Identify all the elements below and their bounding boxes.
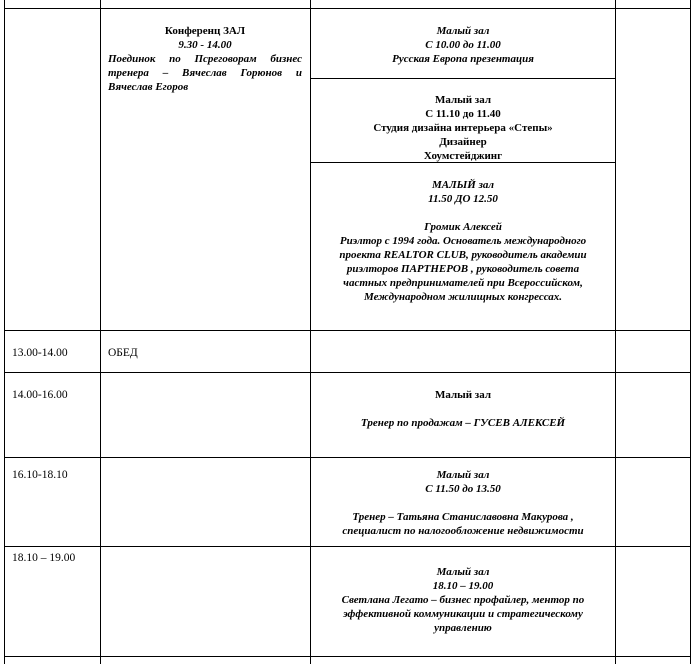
row-1810-desc: эффективной коммуникации и стратегическому <box>343 608 583 620</box>
slot-3-time: 11.50 ДО 12.50 <box>428 193 498 205</box>
conference-hall-title: Конференц ЗАЛ <box>164 25 246 37</box>
grid-line <box>4 372 691 373</box>
small-hall-slot-3 <box>314 178 612 304</box>
grid-line <box>4 8 691 9</box>
row-1610-session <box>314 468 612 538</box>
slot-3-bio-line: Риэлтор с 1994 года. Основатель международного <box>339 235 587 247</box>
grid-line <box>615 0 616 664</box>
slot-3-bio-line: риэлторов ПАРТНЕРОВ , руководитель совета <box>346 263 580 275</box>
row-1610-desc: специалист по налогообложение недвижимости <box>342 525 584 537</box>
grid-line <box>4 656 691 657</box>
small-hall-slot-1 <box>314 24 612 66</box>
grid-line <box>100 0 101 664</box>
grid-line <box>310 0 311 664</box>
grid-line <box>4 0 5 664</box>
row-1610-slot: С 11.50 до 13.50 <box>425 483 501 495</box>
slot-1-title: Русская Европа презентация <box>392 53 534 65</box>
grid-line <box>690 0 691 664</box>
conference-hall-block <box>108 24 302 94</box>
row-1610-time: 16.10-18.10 <box>12 469 68 481</box>
row-1810-desc: управлению <box>434 622 492 634</box>
row-1400-time: 14.00-16.00 <box>12 389 68 401</box>
slot-2-hall: Малый зал <box>434 94 491 106</box>
slot-3-hall: МАЛЫЙ зал <box>431 179 495 191</box>
slot-1-time: С 10.00 до 11.00 <box>425 39 501 51</box>
slot-3-bio-line: Международном жилищных конгрессах. <box>363 291 563 303</box>
slot-2-title: Студия дизайна интерьера «Степы» <box>373 122 553 134</box>
grid-line <box>310 78 616 79</box>
small-hall-slot-2 <box>314 93 612 163</box>
slot-2-line3: Хоумстейджинг <box>423 150 503 162</box>
grid-line <box>4 546 691 547</box>
row-1400-session <box>314 388 612 430</box>
row-1810-session <box>314 565 612 635</box>
row-1810-slot: 18.10 – 19.00 <box>432 580 494 592</box>
slot-1-hall: Малый зал <box>436 25 490 37</box>
row-1810-time: 18.10 – 19.00 <box>12 552 76 564</box>
row-1810-desc: Светлана Легато – бизнес профайлер, ментор по <box>341 594 585 606</box>
slot-2-time: С 11.10 до 11.40 <box>425 108 501 120</box>
lunch-label: ОБЕД <box>108 347 138 359</box>
grid-line <box>4 457 691 458</box>
row-1610-hall: Малый зал <box>436 469 490 481</box>
conference-hall-time: 9.30 - 14.00 <box>178 39 232 51</box>
slot-3-bio-line: проекта REALTOR CLUB, руководитель академии <box>339 249 587 261</box>
slot-3-bio-line: частных предпринимателей при Всероссийском, <box>343 277 583 289</box>
lunch-time: 13.00-14.00 <box>12 347 68 359</box>
row-1400-hall: Малый зал <box>434 389 491 401</box>
row-1400-desc: Тренер по продажам – ГУСЕВ АЛЕКСЕЙ <box>360 417 566 429</box>
conference-hall-desc: Поединок по Псреговорам бизнес тренера – Вячеслав Горюнов и Вячеслав Егоров <box>108 53 302 93</box>
grid-line <box>4 330 691 331</box>
row-1810-hall: Малый зал <box>436 566 490 578</box>
slot-3-speaker: Громик Алексей <box>424 221 502 233</box>
slot-2-line2: Дизайнер <box>439 136 487 148</box>
row-1610-desc: Тренер – Татьяна Станиславовна Макурова , <box>352 511 574 523</box>
